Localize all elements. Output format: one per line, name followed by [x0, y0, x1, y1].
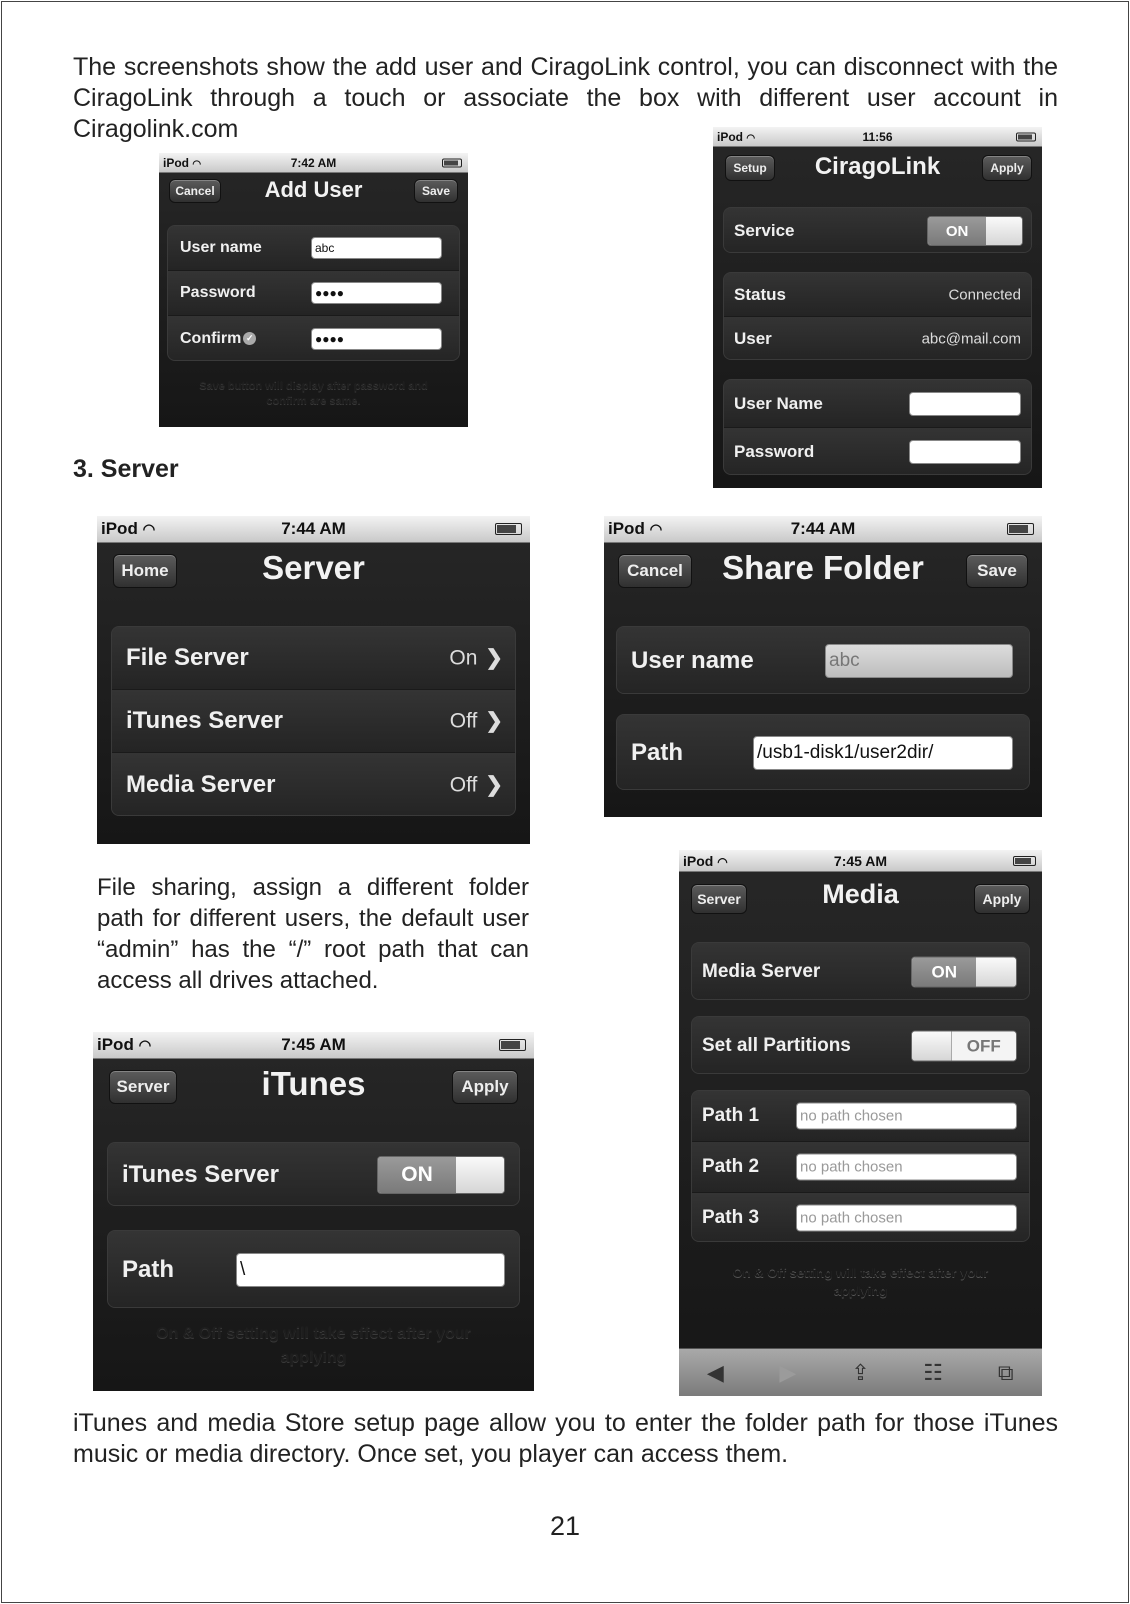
confirm-label: Confirm ✓ — [180, 330, 256, 348]
cancel-button[interactable]: Cancel — [169, 179, 221, 203]
password-label: Password — [734, 442, 815, 461]
path-2-input[interactable]: no path chosen — [796, 1154, 1017, 1181]
screen-title: CiragoLink — [814, 153, 941, 180]
itunes-screenshot — [93, 1032, 534, 1391]
media-server-row[interactable] — [112, 753, 515, 816]
chevron-right-icon: ❯ — [485, 709, 503, 733]
status-time: 11:56 — [862, 129, 893, 144]
itunes-server-toggle[interactable] — [377, 1156, 505, 1194]
closing-paragraph: iTunes and media Store setup page allow you to enter the folder path for those iTunes music or media directory. Once set, you player can access them. — [73, 1409, 1058, 1468]
status-device: iPod ◠ — [97, 1035, 152, 1054]
login-group — [723, 379, 1032, 475]
server-back-button[interactable]: Server — [109, 1070, 177, 1104]
partitions-toggle[interactable] — [911, 1031, 1017, 1062]
chevron-right-icon: ❯ — [485, 646, 503, 670]
service-toggle[interactable] — [927, 216, 1023, 246]
username-input[interactable] — [909, 392, 1021, 416]
apply-button[interactable]: Apply — [974, 884, 1030, 914]
itunes-server-group — [107, 1142, 520, 1206]
itunes-server-row[interactable] — [112, 690, 515, 753]
media-screenshot — [679, 850, 1042, 1396]
file-server-row[interactable] — [112, 627, 515, 690]
media-server-row — [692, 943, 1029, 1000]
toggle-state: ON — [378, 1157, 456, 1193]
partitions-group — [691, 1016, 1030, 1074]
intro-paragraph: The screenshots show the add user and CiragoLink control, you can disconnect with the CiragoLink through a touch or associate the box with different user account in Ciragolink.com — [73, 53, 1058, 143]
itunes-server-label: iTunes Server — [126, 707, 283, 734]
partitions-label: Set all Partitions — [702, 1035, 851, 1056]
path-row — [692, 1091, 1029, 1142]
media-server-toggle[interactable] — [911, 957, 1017, 988]
ciragolink-screenshot — [713, 127, 1042, 488]
wifi-icon: ◠ — [746, 132, 756, 144]
path-group — [616, 714, 1030, 790]
password-input[interactable] — [909, 440, 1021, 464]
save-button[interactable]: Save — [966, 554, 1028, 588]
wifi-icon: ◠ — [142, 522, 156, 538]
apply-hint-note: On & Off setting will take effect after your applying — [156, 1325, 471, 1366]
status-device: iPod ◠ — [608, 519, 663, 538]
path-label: Path 3 — [702, 1207, 760, 1228]
user-label: User — [734, 329, 772, 348]
username-label: User Name — [734, 393, 823, 413]
wifi-icon: ◠ — [649, 522, 663, 538]
media-server-label: Media Server — [702, 961, 821, 982]
add-user-screenshot — [159, 153, 468, 427]
username-label: User name — [631, 647, 754, 674]
screen-title: iTunes — [261, 1065, 366, 1102]
path-label: Path 1 — [702, 1105, 760, 1126]
username-group — [616, 626, 1030, 694]
path-label: Path 2 — [702, 1156, 760, 1177]
server-screenshot — [97, 516, 530, 844]
login-row — [724, 380, 1031, 428]
media-server-value: Off ❯ — [449, 773, 503, 797]
path-label: Path — [631, 739, 684, 766]
file-server-label: File Server — [126, 644, 249, 671]
toggle-state: ON — [912, 958, 976, 987]
confirm-input[interactable]: ●●●● — [311, 328, 442, 350]
username-label: User name — [180, 239, 262, 256]
status-device: iPod ◠ — [163, 155, 202, 170]
battery-icon — [442, 158, 462, 167]
screen-title: Add User — [264, 177, 363, 202]
back-arrow-icon[interactable]: ◀ — [706, 1359, 724, 1385]
username-input[interactable]: abc — [825, 644, 1013, 678]
password-input[interactable]: ●●●● — [311, 282, 442, 304]
status-time: 7:44 AM — [281, 519, 346, 538]
path-row — [692, 1193, 1029, 1242]
path-1-input[interactable]: no path chosen — [796, 1103, 1017, 1130]
path-3-input[interactable]: no path chosen — [796, 1205, 1017, 1232]
form-row — [168, 226, 459, 271]
battery-icon — [499, 1039, 526, 1051]
status-time: 7:45 AM — [833, 852, 888, 869]
username-input[interactable]: abc — [311, 237, 442, 259]
status-row — [724, 273, 1031, 317]
wifi-icon: ◠ — [138, 1038, 152, 1054]
path-row — [617, 715, 1029, 790]
file-server-value: On ❯ — [449, 646, 503, 670]
form-group — [167, 225, 460, 361]
setup-button[interactable]: Setup — [725, 155, 775, 181]
cancel-button[interactable]: Cancel — [618, 554, 692, 588]
service-row — [724, 208, 1031, 253]
server-list — [111, 626, 516, 816]
paths-group — [691, 1090, 1030, 1242]
forward-arrow-icon[interactable]: ▶ — [779, 1359, 797, 1385]
apply-hint-note: On & Off setting will take effect after your applying — [732, 1265, 989, 1298]
browser-toolbar — [679, 1348, 1042, 1396]
tabs-icon[interactable]: ⧉ — [997, 1359, 1014, 1385]
page-number: 21 — [549, 1511, 581, 1541]
itunes-server-row — [108, 1143, 519, 1206]
save-button[interactable]: Save — [414, 179, 458, 203]
status-device: iPod ◠ — [101, 519, 156, 538]
path-input[interactable]: /usb1-disk1/user2dir/ — [753, 736, 1013, 770]
toggle-state: ON — [928, 217, 986, 245]
wifi-icon: ◠ — [717, 854, 728, 869]
wifi-icon: ◠ — [192, 158, 202, 170]
path-group — [107, 1230, 520, 1308]
media-group — [691, 942, 1030, 1000]
battery-icon — [1013, 856, 1036, 866]
login-row — [724, 428, 1031, 475]
status-value: Connected — [948, 286, 1021, 303]
status-label: Status — [734, 284, 786, 304]
screen-title: Share Folder — [722, 549, 924, 586]
share-icon[interactable]: ⇪ — [851, 1359, 870, 1385]
home-button[interactable]: Home — [113, 554, 177, 588]
apply-button[interactable]: Apply — [982, 155, 1032, 181]
screen-title: Media — [822, 879, 899, 909]
toggle-state: OFF — [952, 1032, 1016, 1061]
form-row — [168, 316, 459, 361]
file-sharing-paragraph: File sharing, assign a different folder path for different users, the default user “admin” has the “/” root path that can access all drives attached. — [97, 874, 529, 994]
status-group — [723, 272, 1032, 360]
partitions-row — [692, 1017, 1029, 1074]
username-row — [617, 627, 1029, 694]
service-label: Service — [734, 221, 795, 240]
status-time: 7:45 AM — [281, 1035, 346, 1054]
itunes-server-label: iTunes Server — [122, 1161, 279, 1188]
service-group — [723, 207, 1032, 253]
user-row — [724, 317, 1031, 360]
path-input[interactable]: \ — [236, 1253, 505, 1287]
battery-icon — [1007, 523, 1034, 535]
password-label: Password — [180, 284, 256, 301]
battery-icon — [1016, 132, 1036, 141]
status-time: 7:42 AM — [290, 155, 337, 170]
status-device: iPod ◠ — [683, 852, 728, 869]
screen-title: Server — [262, 549, 365, 586]
path-label: Path — [122, 1256, 175, 1283]
save-hint-note: Save button will display after password and confirm are same. — [199, 380, 428, 407]
user-value: abc@mail.com — [921, 330, 1021, 348]
server-back-button[interactable]: Server — [691, 884, 747, 914]
status-device: iPod ◠ — [717, 129, 756, 144]
status-time: 7:44 AM — [790, 519, 856, 538]
path-row — [692, 1142, 1029, 1193]
apply-button[interactable]: Apply — [452, 1070, 518, 1104]
section-heading: 3. Server — [73, 455, 179, 483]
share-folder-screenshot — [604, 516, 1042, 817]
form-row — [168, 271, 459, 316]
check-icon: ✓ — [243, 332, 256, 345]
media-server-label: Media Server — [126, 771, 276, 798]
bookmarks-icon[interactable]: ☷ — [923, 1359, 943, 1385]
battery-icon — [495, 523, 522, 535]
itunes-server-value: Off ❯ — [449, 709, 503, 733]
chevron-right-icon: ❯ — [485, 773, 503, 797]
path-row — [108, 1231, 519, 1308]
